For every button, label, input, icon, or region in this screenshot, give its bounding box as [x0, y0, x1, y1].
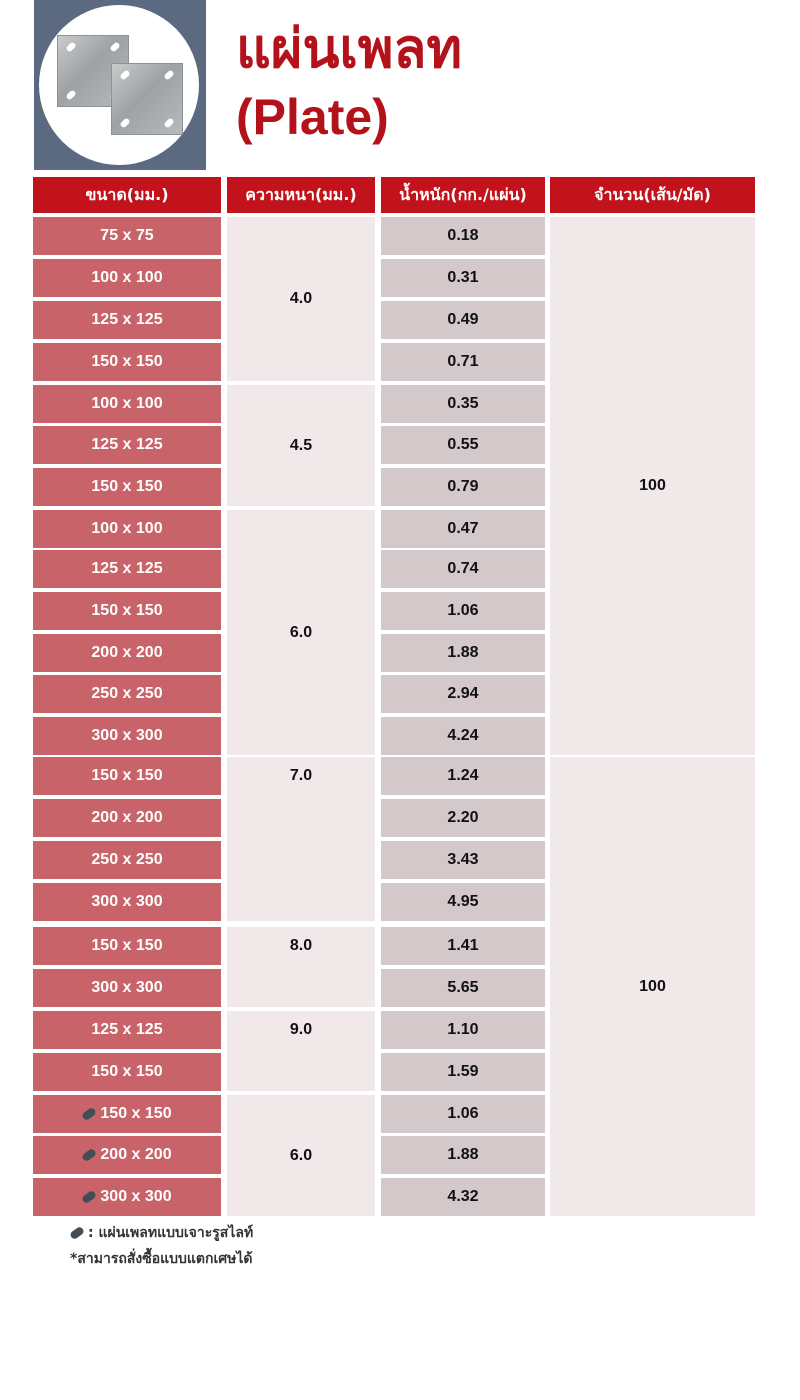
slot-legend: [70, 1220, 253, 1246]
size-value: 200 x 200: [91, 809, 163, 826]
thickness-cell: 4.0: [227, 217, 375, 381]
slotted-hole-icon: [69, 1226, 85, 1241]
size-cell: [33, 550, 221, 588]
thickness-cell: 6.0: [227, 1095, 375, 1216]
size-value: 100 x 100: [91, 269, 163, 286]
size-value: 250 x 250: [91, 685, 163, 702]
size-value: 200 x 200: [91, 644, 163, 661]
quantity-cell: 100: [550, 757, 755, 1216]
weight-cell: 1.24: [381, 757, 545, 795]
custom-order-note: *สามารถสั่งซื้อแบบแตกเศษได้: [70, 1251, 253, 1267]
size-value: 75 x 75: [100, 227, 154, 244]
weight-cell: 1.59: [381, 1053, 545, 1091]
quantity-cell: 100: [550, 217, 755, 755]
size-cell: [33, 1136, 221, 1174]
weight-cell: 0.49: [381, 301, 545, 339]
size-value: 150 x 150: [91, 602, 163, 619]
weight-cell: 1.41: [381, 927, 545, 965]
size-cell: [33, 343, 221, 381]
size-cell: [33, 969, 221, 1007]
size-cell: [33, 217, 221, 255]
thickness-cell: 9.0: [227, 1011, 375, 1091]
size-cell: [33, 259, 221, 297]
weight-cell: 0.35: [381, 385, 545, 423]
weight-cell: 4.24: [381, 717, 545, 755]
slot-legend-text: : แผ่นเพลทแบบเจาะรูสไลท์: [88, 1225, 254, 1241]
page-title: [236, 17, 463, 145]
size-cell: [33, 510, 221, 548]
size-value: 100 x 100: [91, 395, 163, 412]
weight-cell: 4.95: [381, 883, 545, 921]
size-cell: [33, 1095, 221, 1133]
thickness-cell: 4.5: [227, 385, 375, 506]
size-value: 200 x 200: [100, 1146, 172, 1163]
weight-cell: 0.74: [381, 550, 545, 588]
size-cell: [33, 1178, 221, 1216]
weight-cell: 1.88: [381, 634, 545, 672]
size-cell: [33, 301, 221, 339]
weight-cell: 1.88: [381, 1136, 545, 1174]
weight-cell: 5.65: [381, 969, 545, 1007]
weight-cell: 1.06: [381, 592, 545, 630]
size-cell: [33, 385, 221, 423]
size-value: 150 x 150: [91, 937, 163, 954]
weight-cell: 3.43: [381, 841, 545, 879]
slotted-hole-icon: [81, 1148, 97, 1163]
size-cell: [33, 883, 221, 921]
size-value: 150 x 150: [91, 767, 163, 784]
size-value: 150 x 150: [91, 1063, 163, 1080]
size-value: 300 x 300: [91, 979, 163, 996]
size-value: 125 x 125: [91, 311, 163, 328]
size-value: 125 x 125: [91, 436, 163, 453]
plate-illustration-front: [111, 63, 183, 135]
header-size: ขนาด(มม.): [33, 177, 221, 213]
thickness-cell: 6.0: [227, 510, 375, 755]
size-value: 300 x 300: [100, 1188, 172, 1205]
size-value: 300 x 300: [91, 893, 163, 910]
size-value: 125 x 125: [91, 1021, 163, 1038]
header-weight: น้ำหนัก(กก./แผ่น): [381, 177, 545, 213]
size-value: 300 x 300: [91, 727, 163, 744]
size-value: 150 x 150: [100, 1105, 172, 1122]
size-cell: [33, 841, 221, 879]
weight-cell: 0.71: [381, 343, 545, 381]
weight-cell: 0.31: [381, 259, 545, 297]
slotted-hole-icon: [81, 1190, 97, 1205]
size-cell: [33, 1011, 221, 1049]
size-cell: [33, 757, 221, 795]
weight-cell: 0.47: [381, 510, 545, 548]
weight-cell: 2.20: [381, 799, 545, 837]
product-image: [34, 0, 206, 170]
weight-cell: 2.94: [381, 675, 545, 713]
weight-cell: 1.10: [381, 1011, 545, 1049]
header-thickness: ความหนา(มม.): [227, 177, 375, 213]
weight-cell: 0.18: [381, 217, 545, 255]
weight-cell: 4.32: [381, 1178, 545, 1216]
size-cell: [33, 634, 221, 672]
size-cell: [33, 675, 221, 713]
size-cell: [33, 927, 221, 965]
size-cell: [33, 592, 221, 630]
header-quantity: จำนวน(เส้น/มัด): [550, 177, 755, 213]
size-cell: [33, 1053, 221, 1091]
thickness-cell: 7.0: [227, 757, 375, 921]
notes: [70, 1220, 253, 1272]
size-cell: [33, 717, 221, 755]
size-value: 250 x 250: [91, 851, 163, 868]
weight-cell: 0.79: [381, 468, 545, 506]
size-cell: [33, 799, 221, 837]
size-value: 150 x 150: [91, 353, 163, 370]
size-cell: [33, 468, 221, 506]
title-english: (Plate): [236, 89, 389, 145]
weight-cell: 1.06: [381, 1095, 545, 1133]
product-photo-circle: [39, 5, 199, 165]
size-value: 125 x 125: [91, 560, 163, 577]
size-value: 100 x 100: [91, 520, 163, 537]
weight-cell: 0.55: [381, 426, 545, 464]
slotted-hole-icon: [81, 1107, 97, 1122]
title-thai: แผ่นเพลท: [236, 17, 463, 80]
thickness-cell: 8.0: [227, 927, 375, 1007]
size-value: 150 x 150: [91, 478, 163, 495]
size-cell: [33, 426, 221, 464]
